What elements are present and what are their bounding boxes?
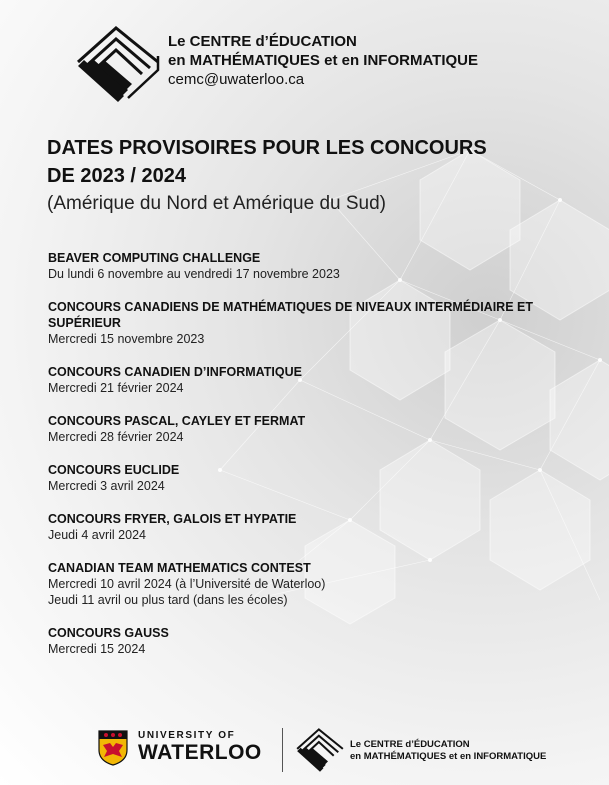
footer-cemc-line1: Le CENTRE d’ÉDUCATION [350,739,470,750]
contest-item [48,560,568,608]
contest-name: CONCOURS CANADIEN D’INFORMATIQUE [48,365,302,379]
header [76,26,596,102]
contest-date: Mercredi 15 novembre 2023 [48,332,205,346]
contest-name: CONCOURS EUCLIDE [48,463,180,477]
contest-item [48,364,568,396]
contest-name: CONCOURS FRYER, GALOIS ET HYPATIE [48,512,297,526]
cemc-logo-icon [76,26,160,102]
footer-cemc-line2: en MATHÉMATIQUES et en INFORMATIQUE [350,751,547,762]
contest-date: Mercredi 28 février 2024 [48,430,184,444]
contest-item [48,511,568,543]
cemc-logo-icon [296,728,344,772]
contest-name: CONCOURS PASCAL, CAYLEY ET FERMAT [48,414,306,428]
contest-item [48,250,568,282]
contest-item [48,299,568,347]
uw-wordmark: WATERLOO [138,741,262,764]
footer-cemc-text [350,739,546,763]
page-title-line1: DATES PROVISOIRES POUR LES CONCOURS [47,137,487,159]
header-org-line2: en MATHÉMATIQUES et en INFORMATIQUE [168,52,478,69]
contest-date: Jeudi 4 avril 2024 [48,528,146,542]
footer [98,724,578,774]
contest-item [48,462,568,494]
footer-divider [282,728,283,772]
contest-date: Mercredi 10 avril 2024 (à l’Université de Waterloo) [48,577,326,591]
header-email[interactable]: cemc@uwaterloo.ca [168,71,305,88]
contest-date-secondary: Jeudi 11 avril ou plus tard (dans les écoles) [48,593,288,607]
contest-date: Mercredi 15 2024 [48,642,146,656]
contest-name: CONCOURS GAUSS [48,626,169,640]
contest-list [48,250,568,674]
header-org-line1: Le CENTRE d’ÉDUCATION [168,33,357,50]
contest-date: Du lundi 6 novembre au vendredi 17 novembre 2023 [48,267,340,281]
uw-shield-icon [98,730,128,766]
contest-item [48,413,568,445]
contest-date: Mercredi 21 février 2024 [48,381,184,395]
contest-name: CANADIAN TEAM MATHEMATICS CONTEST [48,561,311,575]
contest-name: CONCOURS CANADIENS DE MATHÉMATIQUES DE NIVEAUX INTERMÉDIAIRE ET SUPÉRIEUR [48,300,533,330]
contest-name: BEAVER COMPUTING CHALLENGE [48,251,261,265]
page-subtitle: (Amérique du Nord et Amérique du Sud) [47,193,387,214]
page-title-line2: DE 2023 / 2024 [47,165,186,187]
contest-date: Mercredi 3 avril 2024 [48,479,165,493]
header-text [168,32,478,89]
contest-item [48,625,568,657]
page-title [47,134,587,190]
uw-wordmark-small: UNIVERSITY OF [138,730,236,741]
